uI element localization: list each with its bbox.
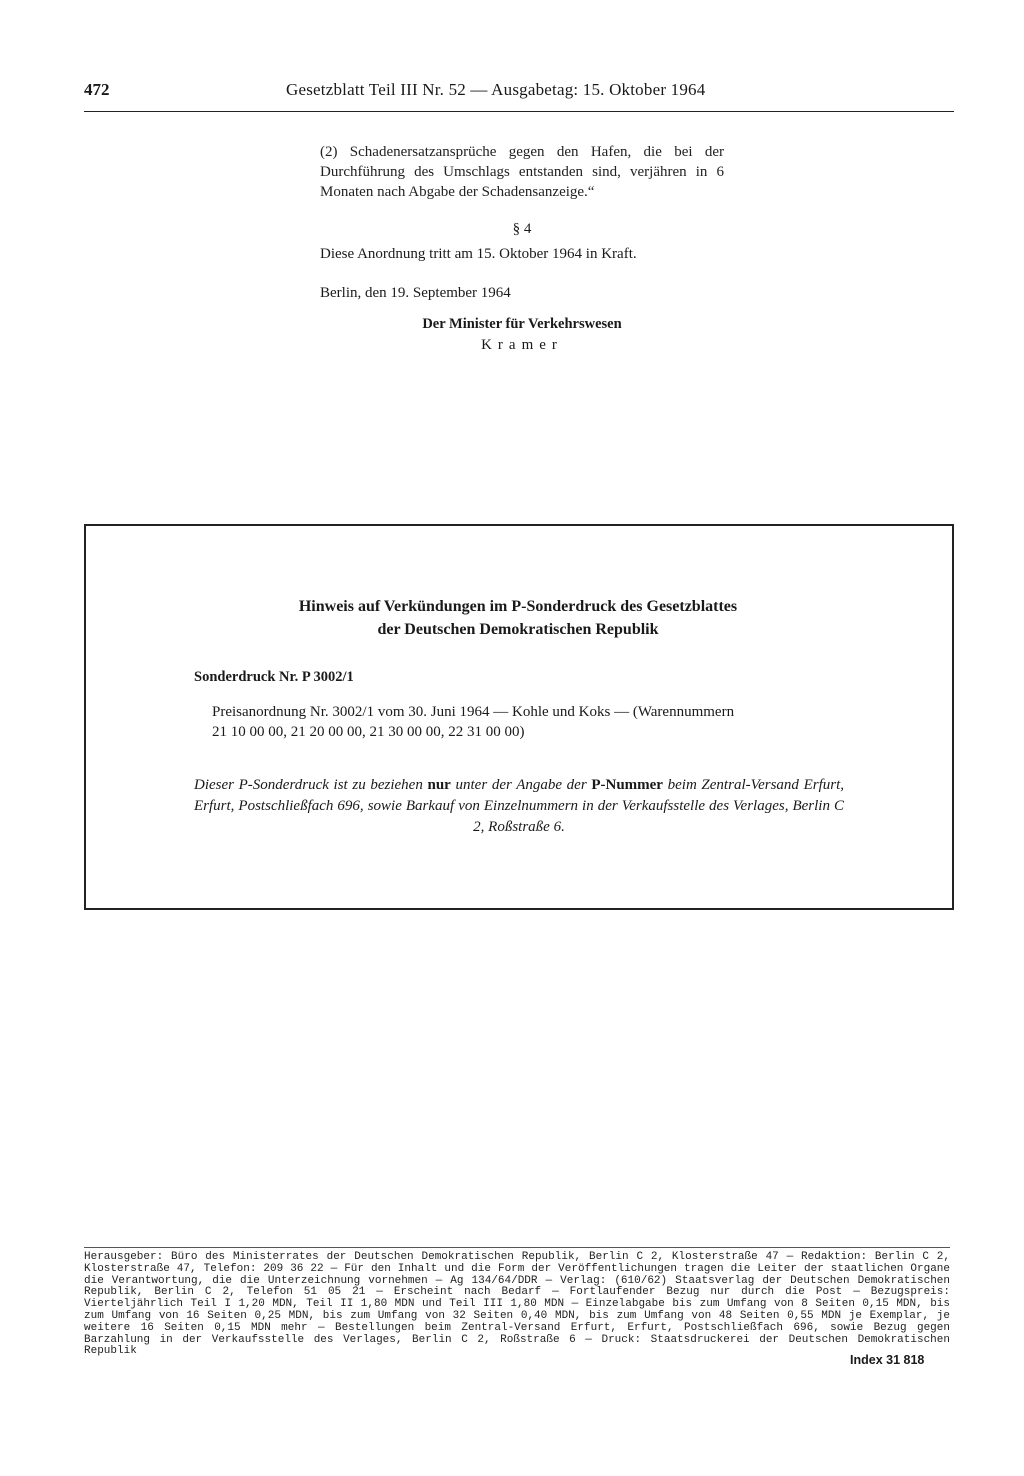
preisanordnung-text bbox=[212, 702, 844, 742]
preis-line-2: 21 10 00 00, 21 20 00 00, 21 30 00 00, 22 31 00 00) bbox=[212, 724, 525, 740]
footer-rule bbox=[84, 1247, 950, 1248]
sonderdruck-label: Sonderdruck Nr. P 3002/1 bbox=[194, 669, 354, 685]
imprint-footer: Herausgeber: Büro des Ministerrates der Deutschen Demokratischen Republik, Berlin C 2, Klosterstraße 47 — Redaktion: Berlin C 2, Klosterstraße 47, Telefon: 209 36 22 — Für den Inhalt und die Form der Veröffentlichungen tragen die Leiter der staatlichen Organe die Verantwortung, die die Unterzeichnung vornehmen — Ag 134/64/DDR — Verlag: (610/62) Staatsverlag der Deutschen Demokratischen Republik, Berlin C 2, Telefon 51 05 21 — Erscheint nach Bedarf — Fortlaufender Bezug nur durch die Post — Bezugspreis: Vierteljährlich Teil I 1,20 MDN, Teil II 1,80 MDN und Teil III 1,80 MDN — Einzelabgabe bis zum Umfang von 8 Seiten 0,15 MDN, bis zum Umfang von 16 Seiten 0,25 MDN, bis zum Umfang von 32 Seiten 0,40 MDN, bis zum Umfang von 48 Seiten 0,55 MDN je Exemplar, je weitere 16 Seiten 0,15 MDN mehr — Bestellungen beim Zentral-Versand Erfurt, Erfurt, Postschließfach 696, sowie Bezug gegen Barzahlung in der Verkaufsstelle des Verlages, Berlin C 2, Roßstraße 6 — Druck: Staatsdruckerei der Deutschen Demokratischen Republik bbox=[84, 1251, 950, 1358]
bezug-emphasis-nur: nur bbox=[427, 777, 451, 793]
signatory-name: Kramer bbox=[481, 337, 563, 353]
header-rule bbox=[84, 111, 954, 112]
bezug-text-1: Dieser P-Sonderdruck ist zu beziehen bbox=[194, 777, 423, 793]
place-date: Berlin, den 19. September 1964 bbox=[320, 285, 511, 301]
index-number: Index 31 818 bbox=[850, 1353, 925, 1367]
signatory-title: Der Minister für Verkehrswesen bbox=[422, 316, 622, 332]
bezug-emphasis-pnummer: P-Nummer bbox=[591, 777, 663, 793]
section-heading: § 4 bbox=[512, 221, 532, 237]
notice-title-line-2: der Deutschen Demokratischen Republik bbox=[377, 621, 659, 638]
paragraph-2: (2) Schadenersatzansprüche gegen den Hafen, die bei der Durchführung des Umschlags entstanden sind, verjähren in 6 Monaten nach Abgabe der Schadensanzeige.“ bbox=[320, 144, 724, 200]
bezug-notice bbox=[194, 775, 844, 838]
preis-line-1: Preisanordnung Nr. 3002/1 vom 30. Juni 1964 — Kohle und Koks — (Warennummern bbox=[212, 704, 735, 720]
page-number: 472 bbox=[84, 80, 110, 99]
notice-title-line-1: Hinweis auf Verkündungen im P-Sonderdruck des Gesetzblattes bbox=[298, 598, 738, 615]
bezug-text-2: unter der Angabe der bbox=[455, 777, 587, 793]
bezug-text-3: beim Zentral-Versand Erfurt, Erfurt, Postschließfach 696, sowie Barkauf von Einzelnummern in der Verkaufsstelle des Verlages, Berlin C 2, Roßstraße 6. bbox=[194, 777, 845, 835]
notice-title bbox=[84, 595, 952, 641]
in-force-paragraph: Diese Anordnung tritt am 15. Oktober 1964 in Kraft. bbox=[320, 246, 637, 262]
page-header-title: Gesetzblatt Teil III Nr. 52 — Ausgabetag: 15. Oktober 1964 bbox=[286, 80, 706, 99]
